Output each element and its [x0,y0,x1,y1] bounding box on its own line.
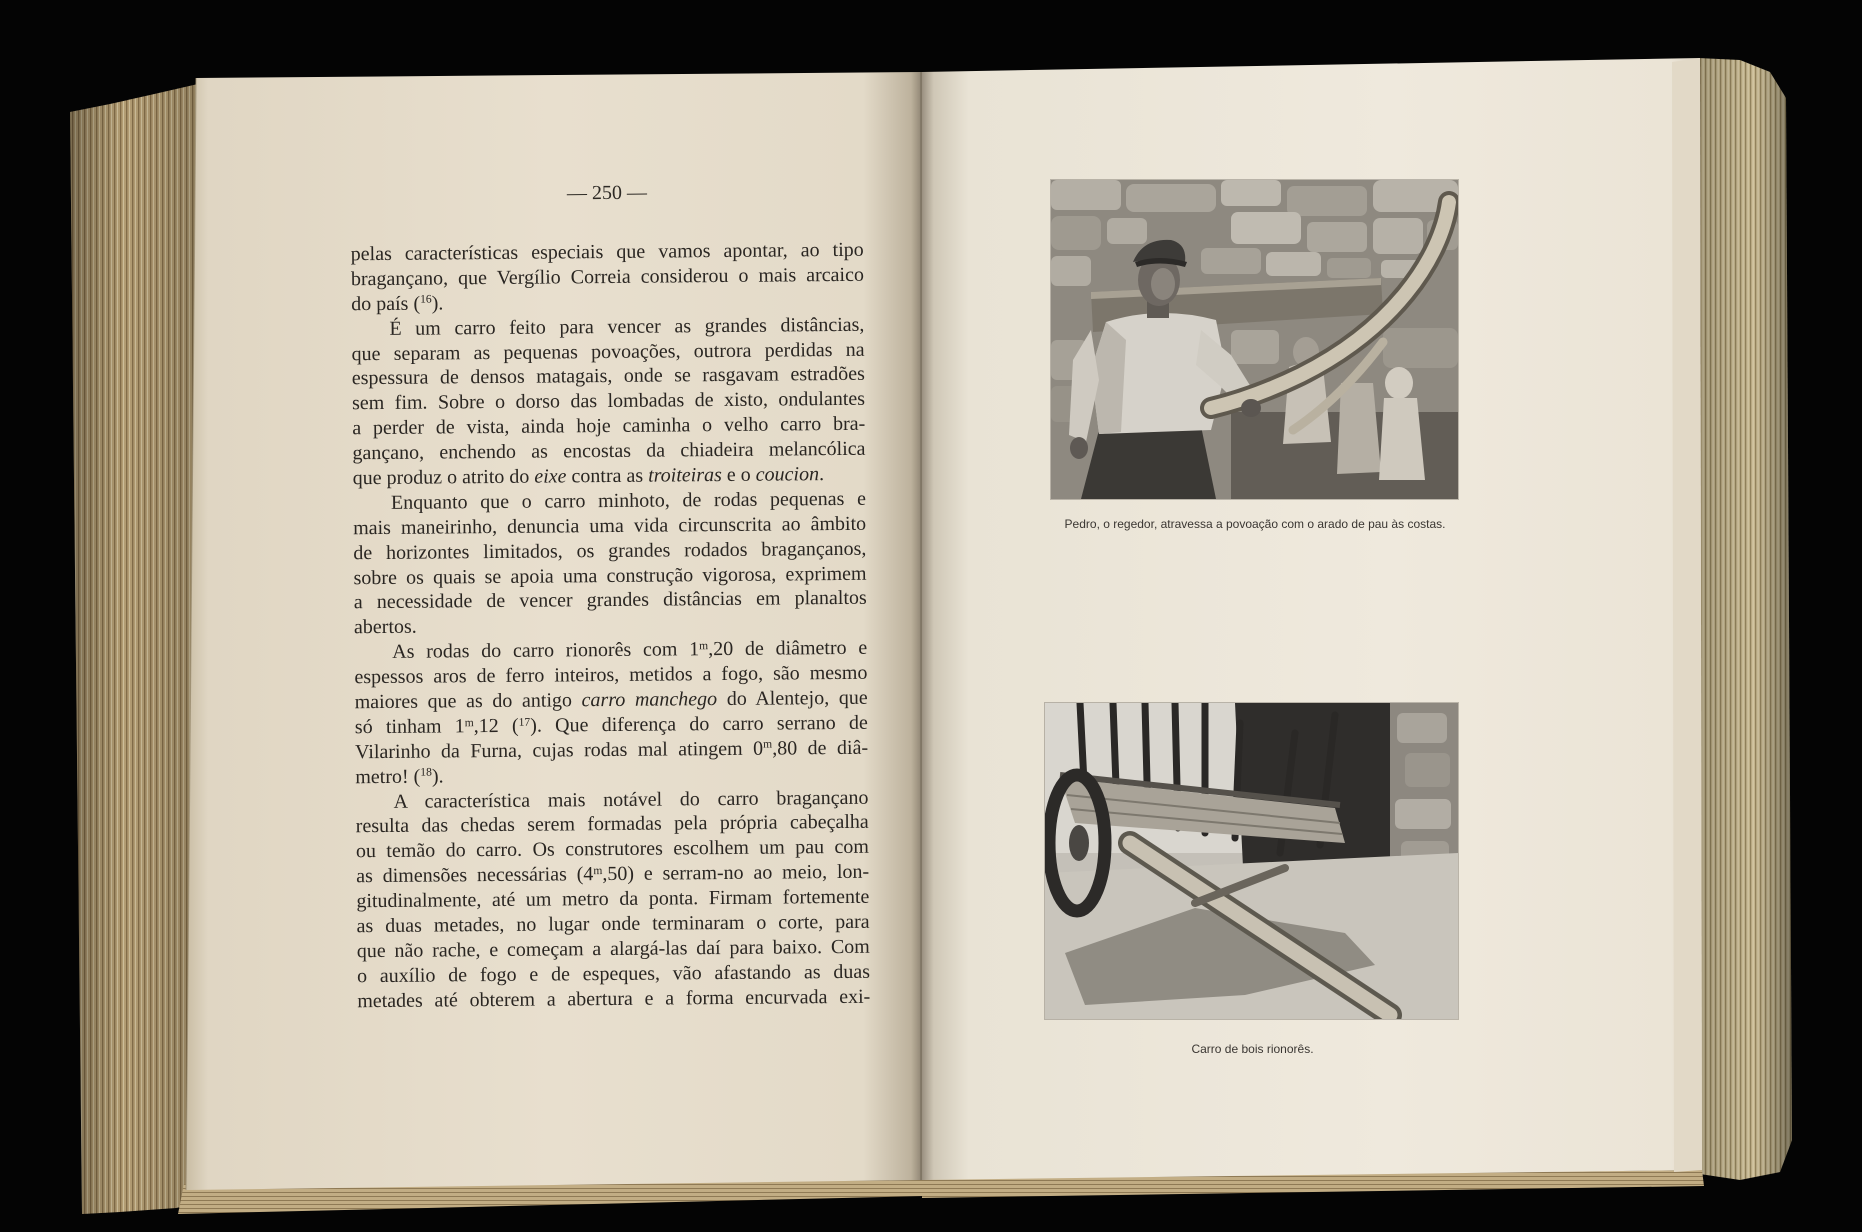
superscript: m [763,738,773,752]
text-run: A característica mais notável do carro bragançano [393,786,869,813]
text-run: de horizontes limitados, os grandes rodados bragançanos, [353,537,867,564]
text-run: contra as [566,464,649,488]
children-shape [1385,367,1413,399]
text-line [355,736,868,765]
text-run: do Alentejo, que [717,686,868,711]
superscript: 17 [518,715,531,729]
text-run: ou temão do carro. Os construtores escolhem um pau com [355,836,870,863]
text-run: metades até obterem a abertura e a forma encurvada exi- [357,985,871,1012]
page-number: — 250 — [566,181,648,205]
left-page-edges-shape [70,84,205,1214]
text-run: ,20 de diâmetro e [708,637,868,661]
man-shape [1151,268,1175,300]
right-page-edges-shape [1698,58,1792,1180]
stone-wall-shape [1051,216,1101,250]
stone-wall-shape [1397,713,1447,743]
stone-wall-shape [1383,328,1458,368]
text-run: sobre os quais se apoia uma construção vigorosa, exprimem [353,562,867,589]
text-run: bragançano, que Vergílio Correia considerou o mais arcaico [350,263,865,291]
text-run: a necessidade de vencer grandes distâncias em planaltos [353,587,867,614]
text-line [351,263,864,292]
stone-wall-shape [1126,184,1216,212]
text-run: só tinham 1 [354,715,465,739]
stone-wall-shape [1201,248,1261,274]
text-run: do país ( [351,292,421,316]
text-run: abertos. [353,616,417,639]
stone-wall-shape [1231,212,1301,244]
superscript: m [593,863,603,878]
text-run: metro! ( [355,765,421,788]
text-run: espessura de densos matagais, onde se rasgavam estradões [351,363,865,390]
cart-wheel-shape [1069,825,1089,861]
man-shape [1081,426,1216,499]
stone-wall-shape [1395,799,1451,829]
text-run: as duas metades, no lugar onde terminaram o corte, para [356,910,870,938]
text-run: maiores que as do antigo [354,689,582,714]
text-run: ,50) e serram-no ao meio, lon- [602,861,870,886]
superscript: m [464,715,474,729]
photo-man-with-plough [1051,180,1458,499]
text-run: espessos aros de ferro inteiros, metidos a fogo, são mesmo [354,661,868,689]
photo-ox-cart-image [1045,703,1458,1019]
children-shape [1379,398,1425,480]
text-line [354,586,867,615]
text-run: ). [431,765,444,788]
superscript: m [699,639,709,653]
stone-wall-shape [1327,258,1371,278]
text-run: sem fim. Sobre o dorso das lombadas de xisto, ondulantes [351,388,866,415]
text-run: pelas características especiais que vamos apontar, ao tipo [350,238,864,266]
text-run: As rodas do carro rionorês com 1 [392,638,700,664]
text-run: gitudinalmente, até um metro da ponta. Firmam fortemente [356,885,870,913]
text-run: a perder de vista, ainda hoje caminha o velho carro bra- [352,413,866,440]
text-run: as dimensões necessárias (4 [356,863,594,888]
text-run: ,80 de diâ- [772,736,869,760]
text-run: e o [721,463,756,487]
text-run: . [818,463,825,486]
text-run: que não rache, e começam a alargá-las daí para baixo. Com [356,935,870,963]
text-run: resulta das chedas serem formadas pela própria cabeçalha [355,811,869,838]
stone-wall-shape [1287,186,1367,216]
italic-term: eixe [534,465,567,488]
text-run: gançano, enchendo as encostas da chiadeira melancólica [352,437,866,465]
man-shape [1070,437,1088,459]
text-run: Vilarinho da Furna, cujas rodas mal atingem 0 [354,737,764,764]
text-run: que separam as pequenas povoações, outrora perdidas na [351,338,865,365]
photo-ox-cart [1045,703,1458,1019]
photo-man-with-plough-image [1051,180,1458,499]
figure-caption-1: Pedro, o regedor, atravessa a povoação com o arado de pau às costas. [1064,517,1446,531]
text-line [353,536,866,565]
text-line [357,984,870,1013]
superscript: 16 [419,292,432,307]
text-run: ). [431,292,444,315]
italic-term: carro manchego [581,688,718,712]
stone-wall-shape [1405,753,1450,787]
stone-wall-shape [1373,218,1423,254]
italic-term: troiteiras [648,464,722,487]
right-page-underlay [1672,58,1702,1172]
text-run: Enquanto que o carro minhoto, de rodas pequenas e [390,487,866,514]
text-run: ). Que diferença do carro serrano de [530,711,868,737]
stone-wall-shape [1107,218,1147,244]
wooden-plough-shape [1241,399,1261,417]
text-run: que produz o atrito do [352,465,535,490]
text-run: o auxílio de fogo e de espeques, vão afastando as duas [356,960,871,988]
text-line [351,312,864,341]
stone-wall-shape [1231,330,1279,364]
stone-wall-shape [1051,180,1121,210]
figure-caption-2: Carro de bois rionorês. [1191,1042,1314,1056]
text-run: ,12 ( [473,714,519,738]
superscript: 18 [420,765,432,779]
italic-term: coucion [755,463,820,486]
stone-wall-shape [1221,180,1281,206]
text-run: É um carro feito para vencer as grandes distâncias, [389,313,865,340]
text-run: mais maneirinho, denuncia uma vida circunscrita ao âmbito [353,512,867,540]
stone-wall-shape [1307,222,1367,252]
stone-wall-shape [1051,256,1091,286]
body-text [351,238,871,1014]
stone-wall-shape [1266,252,1321,276]
